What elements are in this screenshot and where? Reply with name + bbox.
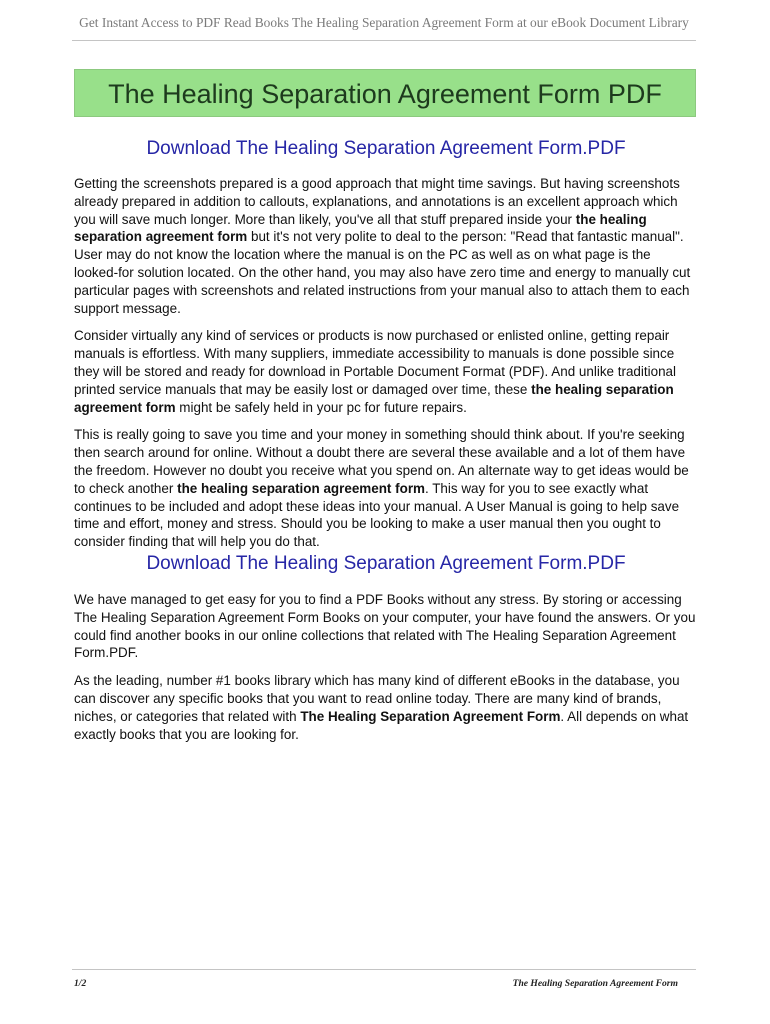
paragraph-text: Consider virtually any kind of services or products is now purchased or enlisted online, getting repair manuals is effortless. With many suppliers, immediate accessibility to manuals is done possible since they will be stored and ready for download in Portable Document Format (PDF). And unlike traditional printed service manuals that may be easily lost or damaged over time, these xyxy=(74,328,677,397)
paragraph-text: We have managed to get easy for you to find a PDF Books without any stress. By storing or accessing The Healing Separation Agreement Form Books on your computer, your have found the answers. Or you could find another books in our online collections that related with The Healing Separation Agreement Form.PDF. xyxy=(74,591,696,661)
page-number: 1/2 xyxy=(74,978,87,989)
paragraph-text: might be safely held in your pc for future repairs. xyxy=(175,399,467,415)
download-link-heading-1[interactable]: Download The Healing Separation Agreement Form.PDF xyxy=(146,138,626,159)
paragraph-services xyxy=(74,327,698,416)
paragraph-text: . This way for you to see exactly what continues to be included and adopt these ideas into your manual. A User Manual is going to help save time and effort, money and stress. Should you be looking to make a user manual then you ought to consider finding that will help you do that. xyxy=(74,480,680,550)
download-link-heading-2[interactable]: Download The Healing Separation Agreement Form.PDF xyxy=(146,552,626,574)
header-divider xyxy=(72,40,696,41)
paragraph-text: . All depends on what exactly books that you are looking for. xyxy=(74,708,689,742)
paragraph-text: Getting the screenshots prepared is a good approach that might time savings. But having screenshots already prepared in addition to callouts, explanations, and annotations is an excellent approach which you will save much longer. More than likely, you've all that stuff prepared inside your xyxy=(74,176,680,227)
paragraph-text: As the leading, number #1 books library which has many kind of different eBooks in the database, you can discover any specific books that you want to read online today. There are many kind of brands, niches, or categories that related with xyxy=(74,673,680,724)
footer-divider xyxy=(72,969,696,970)
document-title: The Healing Separation Agreement Form PDF xyxy=(108,79,662,109)
page-header-text: Get Instant Access to PDF Read Books The Healing Separation Agreement Form at our eBook Document Library xyxy=(79,15,689,30)
paragraph-easy-find xyxy=(74,591,698,662)
footer-document-title: The Healing Separation Agreement Form xyxy=(512,978,678,989)
paragraph-library xyxy=(74,672,698,743)
paragraph-text: but it's not very polite to deal to the person: "Read that fantastic manual". User may do not know the location where the manual is on the PC as well as on what page is the looked-for solution located. On the other hand, you may also have zero time and energy to manually cut particular pages with screenshots and related instructions from your manual also to attach them to each support message. xyxy=(74,229,691,316)
document-body xyxy=(74,136,698,743)
keyword-bold: the healing separation agreement form xyxy=(177,480,425,496)
paragraph-save-time xyxy=(74,426,698,551)
keyword-bold: the healing separation agreement form xyxy=(74,211,647,245)
paragraph-screenshots xyxy=(74,175,698,317)
paragraph-text: This is really going to save you time and your money in something should think about. If you're seeking then search around for online. Without a doubt there are several these available and a lot of them have the freedom. However no doubt you receive what you spend on. An alternate way to get ideas would be to check another xyxy=(74,427,689,496)
keyword-bold: The Healing Separation Agreement Form xyxy=(300,708,561,724)
keyword-bold: the healing separation agreement form xyxy=(74,381,674,415)
title-banner xyxy=(74,69,696,117)
